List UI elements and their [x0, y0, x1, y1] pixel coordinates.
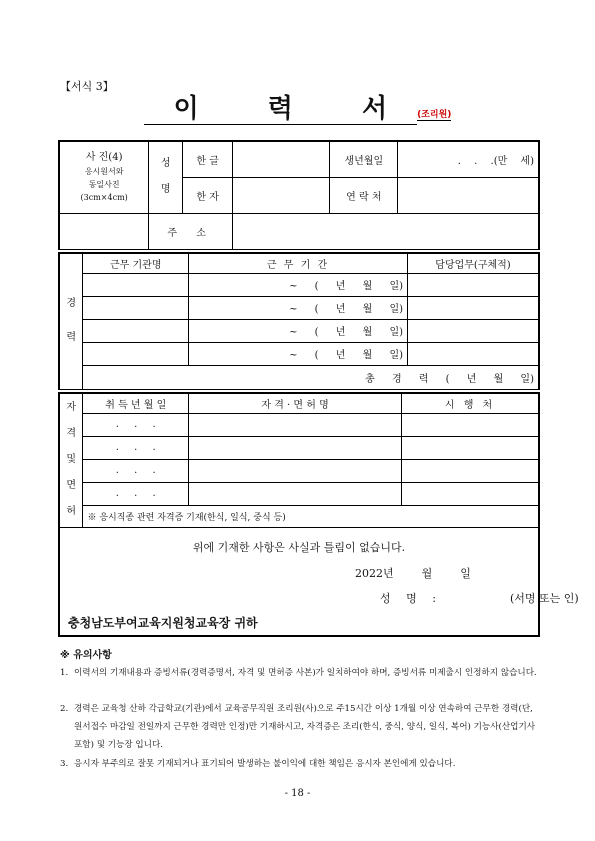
hanja-name-field[interactable]	[233, 177, 330, 213]
license-name-field[interactable]	[189, 459, 402, 482]
license-header-issuer: 시 행 처	[402, 393, 539, 413]
confirmation-block	[58, 527, 579, 637]
date-year: 2022년	[355, 567, 394, 580]
photo-size: (3cm×4cm)	[80, 193, 128, 203]
license-note: ※ 응시직종 관련 자격증 기재(한식, 일식, 중식 등)	[83, 505, 539, 527]
career-duty-field[interactable]	[408, 319, 539, 342]
license-header-name: 자 격 · 면 허 명	[189, 393, 402, 413]
license-date-field[interactable]: . . .	[83, 459, 189, 482]
title-main: 이 력 서	[144, 94, 417, 125]
hanja-label: 한 자	[183, 177, 233, 213]
recipient: 충청남도부여교육지원청교육장 귀하	[68, 616, 258, 630]
personal-info-table	[58, 140, 540, 250]
signature-line[interactable]	[380, 590, 579, 606]
career-org-field[interactable]	[83, 319, 189, 342]
hangul-name-field[interactable]	[233, 141, 330, 177]
license-issuer-field[interactable]	[402, 436, 539, 459]
career-period-field[interactable]: ~ ( 년 월 일)	[189, 342, 408, 365]
note-number: 2.	[60, 704, 69, 714]
career-total[interactable]: 총 경 력 ( 년 월 일)	[83, 365, 539, 389]
birth-field[interactable]: . . .(만 세)	[398, 141, 539, 177]
birth-label: 생년월일	[330, 141, 398, 177]
signature-label: 성 명 :	[380, 592, 436, 605]
photo-note-2: 동일사진	[88, 180, 120, 190]
career-duty-field[interactable]	[408, 273, 539, 296]
license-date-field[interactable]: . . .	[83, 413, 189, 436]
document-title	[0, 88, 595, 125]
signature-note: (서명 또는 인)	[510, 592, 579, 605]
note-text: 이력서의 기재내용과 증빙서류(경력증명서, 자격 및 면허증 사본)가 일치하여야 하며, 증빙서류 미제출시 인정하지 않습니다.	[74, 668, 537, 678]
career-table	[58, 252, 540, 390]
career-header-period: 근 무 기 간	[189, 253, 408, 273]
note-item-2	[60, 700, 540, 754]
date-month: 월	[421, 567, 433, 580]
license-date-field[interactable]: . . .	[83, 482, 189, 505]
career-org-field[interactable]	[83, 342, 189, 365]
title-sub: (조리원)	[417, 110, 452, 120]
hangul-label: 한 글	[183, 141, 233, 177]
career-period-field[interactable]: ~ ( 년 월 일)	[189, 273, 408, 296]
career-period-field[interactable]: ~ ( 년 월 일)	[189, 319, 408, 342]
confirmation-statement: 위에 기재한 사항은 사실과 틀림이 없습니다.	[192, 541, 406, 554]
career-header-duty: 담당업무(구체적)	[408, 253, 539, 273]
license-name-field[interactable]	[189, 436, 402, 459]
name-label: 성 명	[149, 141, 183, 213]
license-name-field[interactable]	[189, 482, 402, 505]
career-header-org: 근무 기관명	[83, 253, 189, 273]
note-text: 경력은 교육청 산하 각급학교(기관)에서 교육공무직원 조리원(사)으로 주15시간 이상 1개월 이상 연속하여 근무한 경력(단, 원서접수 마감일 전일까지 근무한 경력만 인정)만 기재하시고, 자격증은 조리(한식, 중식, 양식, 일식, 복어) 기능사(산업기사 포함) 및 기능장 입니다.	[74, 704, 536, 750]
note-item-1	[60, 664, 540, 682]
date-day: 일	[460, 567, 471, 580]
career-period-field[interactable]: ~ ( 년 월 일)	[189, 296, 408, 319]
license-issuer-field[interactable]	[402, 459, 539, 482]
note-number: 1.	[60, 668, 69, 678]
contact-field[interactable]	[398, 177, 539, 213]
license-date-field[interactable]: . . .	[83, 436, 189, 459]
note-text: 응시자 부주의로 잘못 기재되거나 표기되어 발생하는 불이익에 대한 책임은 응시자 본인에게 있습니다.	[74, 759, 456, 769]
page-number: - 18 -	[284, 788, 311, 799]
license-name-field[interactable]	[189, 413, 402, 436]
note-item-3	[60, 755, 540, 773]
photo-box	[59, 141, 149, 213]
form-label: 【서식 3】	[60, 80, 114, 93]
career-org-field[interactable]	[83, 273, 189, 296]
license-side-label: 자 격 및 면 허	[59, 393, 83, 527]
photo-label: 사 진(4)	[85, 152, 123, 164]
address-field[interactable]	[233, 213, 539, 249]
photo-note-1: 응시원서와	[84, 167, 124, 177]
license-header-date: 취 득 년 월 일	[83, 393, 189, 413]
license-issuer-field[interactable]	[402, 413, 539, 436]
confirmation-date[interactable]	[355, 565, 471, 581]
career-side-label: 경 력	[59, 253, 83, 389]
contact-label: 연 락 처	[330, 177, 398, 213]
note-number: 3.	[60, 759, 69, 769]
career-org-field[interactable]	[83, 296, 189, 319]
license-table	[58, 392, 540, 528]
career-duty-field[interactable]	[408, 296, 539, 319]
notes-title: ※ 유의사항	[60, 650, 112, 661]
career-duty-field[interactable]	[408, 342, 539, 365]
photo-box-bottom	[59, 213, 149, 249]
address-label: 주 소	[149, 213, 233, 249]
license-issuer-field[interactable]	[402, 482, 539, 505]
